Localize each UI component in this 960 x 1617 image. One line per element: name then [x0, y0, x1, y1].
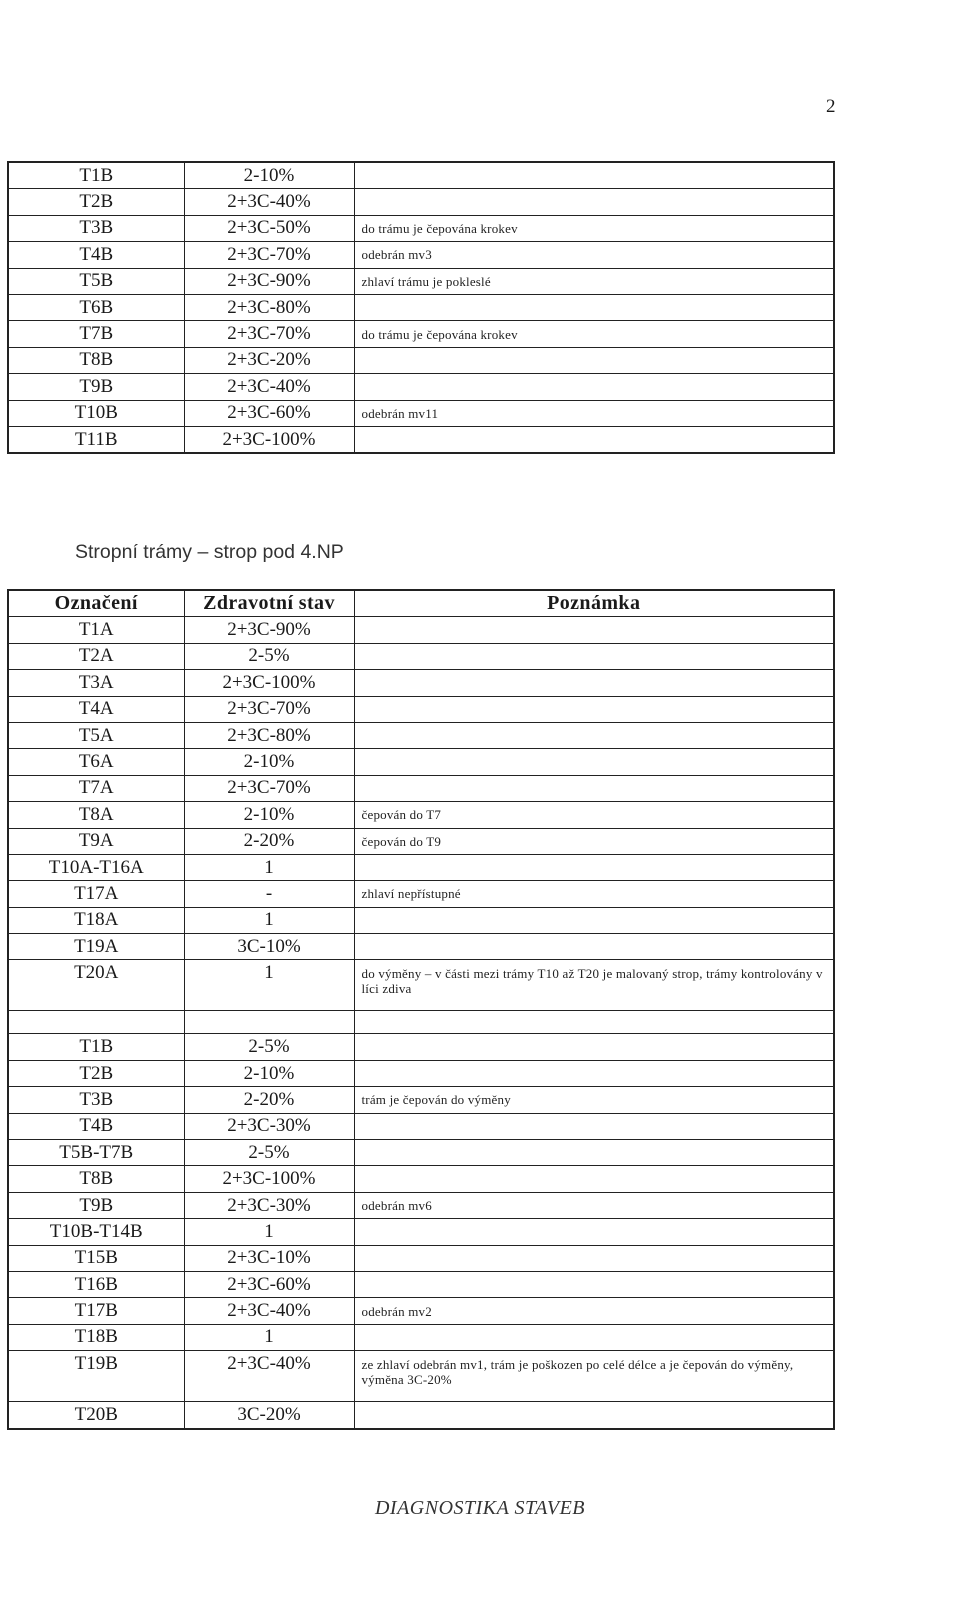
beam-code: T8B: [8, 347, 184, 373]
beam-code: T11B: [8, 426, 184, 453]
table-row: [8, 960, 834, 1011]
beam-note: [354, 854, 834, 880]
beam-note: [354, 374, 834, 400]
beam-state: 2+3C-50%: [184, 215, 354, 241]
beam-note: [354, 749, 834, 775]
beam-code: T1B: [8, 162, 184, 189]
table-row: [8, 617, 834, 643]
beam-code: T6A: [8, 749, 184, 775]
beam-code: T4A: [8, 696, 184, 722]
header-state: Zdravotní stav: [184, 590, 354, 617]
beam-code: T3A: [8, 670, 184, 696]
beam-code: T6B: [8, 294, 184, 320]
beam-note: [354, 294, 834, 320]
beam-state: 2+3C-30%: [184, 1192, 354, 1218]
beam-note: trám je čepován do výměny: [354, 1087, 834, 1113]
beam-state: 2+3C-40%: [184, 1351, 354, 1402]
beam-code: T8A: [8, 802, 184, 828]
table-row: [8, 1034, 834, 1060]
beam-state: 2+3C-10%: [184, 1245, 354, 1271]
beam-code: T16B: [8, 1271, 184, 1297]
table-row: [8, 1298, 834, 1324]
beam-note: zhlaví nepřístupné: [354, 881, 834, 907]
table-row: [8, 1060, 834, 1086]
beam-state: 2+3C-70%: [184, 775, 354, 801]
beam-state: 2+3C-90%: [184, 617, 354, 643]
beam-code: T9B: [8, 1192, 184, 1218]
table-row: [8, 1219, 834, 1245]
beam-state: 2+3C-90%: [184, 268, 354, 294]
empty-cell: [8, 1011, 184, 1034]
beam-code: T2A: [8, 643, 184, 669]
table-header-row: [8, 590, 834, 617]
beam-table-top: [7, 161, 835, 454]
section-title: Stropní trámy – strop pod 4.NP: [75, 541, 344, 563]
beam-code: T5A: [8, 722, 184, 748]
beam-note: [354, 1113, 834, 1139]
beam-code: T9A: [8, 828, 184, 854]
table-row: [8, 1271, 834, 1297]
beam-note: [354, 722, 834, 748]
beam-state: 2-20%: [184, 1087, 354, 1113]
table-row: [8, 268, 834, 294]
beam-note: [354, 1060, 834, 1086]
beam-code: T7B: [8, 321, 184, 347]
table-row: [8, 722, 834, 748]
beam-note: [354, 775, 834, 801]
table-row: [8, 907, 834, 933]
table-row: [8, 934, 834, 960]
beam-code: T18B: [8, 1324, 184, 1350]
header-note: Poznámka: [354, 590, 834, 617]
header-code: Označení: [8, 590, 184, 617]
beam-note: [354, 696, 834, 722]
beam-code: T7A: [8, 775, 184, 801]
table-row: [8, 374, 834, 400]
table-row: [8, 802, 834, 828]
beam-note: [354, 643, 834, 669]
beam-state: 2-10%: [184, 749, 354, 775]
table-row: [8, 1351, 834, 1402]
beam-code: T10B: [8, 400, 184, 426]
beam-note: odebrán mv3: [354, 242, 834, 268]
beam-state: 2+3C-40%: [184, 1298, 354, 1324]
table-row: [8, 1192, 834, 1218]
beam-code: T5B: [8, 268, 184, 294]
table-row: [8, 1113, 834, 1139]
beam-state: 1: [184, 907, 354, 933]
beam-code: T19B: [8, 1351, 184, 1402]
beam-state: 1: [184, 854, 354, 880]
beam-note: [354, 1219, 834, 1245]
beam-state: 2-5%: [184, 643, 354, 669]
beam-note: [354, 426, 834, 453]
empty-cell: [184, 1011, 354, 1034]
beam-note: [354, 1271, 834, 1297]
table-row: [8, 162, 834, 189]
beam-state: 2-10%: [184, 1060, 354, 1086]
beam-note: do trámu je čepována krokev: [354, 215, 834, 241]
table-row: [8, 828, 834, 854]
beam-note: čepován do T7: [354, 802, 834, 828]
beam-note: [354, 1166, 834, 1192]
beam-note: odebrán mv2: [354, 1298, 834, 1324]
beam-code: T15B: [8, 1245, 184, 1271]
beam-state: 2+3C-40%: [184, 189, 354, 215]
beam-code: T20A: [8, 960, 184, 1011]
beam-code: T8B: [8, 1166, 184, 1192]
beam-note: zhlaví trámu je pokleslé: [354, 268, 834, 294]
beam-code: T17A: [8, 881, 184, 907]
beam-state: 2+3C-70%: [184, 242, 354, 268]
beam-note: [354, 907, 834, 933]
beam-code: T20B: [8, 1402, 184, 1429]
table-row: [8, 670, 834, 696]
beam-state: 2+3C-100%: [184, 426, 354, 453]
table-row: [8, 189, 834, 215]
table-row: [8, 242, 834, 268]
beam-code: T3B: [8, 1087, 184, 1113]
beam-state: 2+3C-80%: [184, 722, 354, 748]
table-row: [8, 696, 834, 722]
beam-note: čepován do T9: [354, 828, 834, 854]
beam-note: [354, 1034, 834, 1060]
table-row: [8, 347, 834, 373]
beam-state: 1: [184, 960, 354, 1011]
beam-state: 2+3C-60%: [184, 400, 354, 426]
beam-state: 2+3C-70%: [184, 321, 354, 347]
table-row: [8, 1166, 834, 1192]
beam-note: [354, 670, 834, 696]
beam-note: ze zhlaví odebrán mv1, trám je poškozen po celé délce a je čepován do výměny, výměna 3C-20%: [354, 1351, 834, 1402]
beam-state: 2+3C-20%: [184, 347, 354, 373]
beam-state: 2-10%: [184, 162, 354, 189]
beam-code: T17B: [8, 1298, 184, 1324]
table-row: [8, 749, 834, 775]
beam-state: 1: [184, 1324, 354, 1350]
beam-state: 2+3C-100%: [184, 1166, 354, 1192]
beam-code: T3B: [8, 215, 184, 241]
beam-code: T10B-T14B: [8, 1219, 184, 1245]
beam-note: odebrán mv6: [354, 1192, 834, 1218]
beam-code: T18A: [8, 907, 184, 933]
page-number: 2: [826, 96, 836, 117]
table-row: [8, 643, 834, 669]
footer-company: DIAGNOSTIKA STAVEB: [374, 1497, 586, 1519]
beam-state: 2-5%: [184, 1034, 354, 1060]
beam-code: T5B-T7B: [8, 1140, 184, 1166]
beam-state: 2-5%: [184, 1140, 354, 1166]
beam-note: [354, 162, 834, 189]
beam-state: 2+3C-40%: [184, 374, 354, 400]
beam-state: 2-20%: [184, 828, 354, 854]
beam-code: T9B: [8, 374, 184, 400]
beam-state: 2+3C-60%: [184, 1271, 354, 1297]
table-row: [8, 1324, 834, 1350]
table-row: [8, 1245, 834, 1271]
beam-note: do výměny – v části mezi trámy T10 až T20 je malovaný strop, trámy kontrolovány v líci zdiva: [354, 960, 834, 1011]
table-row: [8, 854, 834, 880]
beam-code: T19A: [8, 934, 184, 960]
beam-note: [354, 934, 834, 960]
beam-note: [354, 1324, 834, 1350]
beam-note: [354, 189, 834, 215]
beam-code: T2B: [8, 1060, 184, 1086]
empty-cell: [354, 1011, 834, 1034]
beam-note: [354, 1140, 834, 1166]
beam-note: odebrán mv11: [354, 400, 834, 426]
beam-state: 2+3C-70%: [184, 696, 354, 722]
beam-state: 3C-10%: [184, 934, 354, 960]
beam-code: T1B: [8, 1034, 184, 1060]
beam-code: T2B: [8, 189, 184, 215]
beam-note: [354, 617, 834, 643]
table-row: [8, 321, 834, 347]
beam-note: [354, 1402, 834, 1429]
table-row: [8, 400, 834, 426]
beam-state: 2+3C-80%: [184, 294, 354, 320]
spacer-row: [8, 1011, 834, 1034]
table-row: [8, 294, 834, 320]
table-row: [8, 775, 834, 801]
table-row: [8, 215, 834, 241]
beam-state: -: [184, 881, 354, 907]
beam-state: 2+3C-100%: [184, 670, 354, 696]
beam-state: 1: [184, 1219, 354, 1245]
table-row: [8, 426, 834, 453]
beam-state: 2+3C-30%: [184, 1113, 354, 1139]
beam-note: do trámu je čepována krokev: [354, 321, 834, 347]
table-row: [8, 881, 834, 907]
beam-state: 2-10%: [184, 802, 354, 828]
table-row: [8, 1087, 834, 1113]
table-row: [8, 1140, 834, 1166]
beam-code: T1A: [8, 617, 184, 643]
beam-note: [354, 1245, 834, 1271]
beam-code: T4B: [8, 1113, 184, 1139]
beam-code: T4B: [8, 242, 184, 268]
beam-code: T10A-T16A: [8, 854, 184, 880]
beam-state: 3C-20%: [184, 1402, 354, 1429]
beam-table-main: [7, 589, 835, 1430]
beam-note: [354, 347, 834, 373]
table-row: [8, 1402, 834, 1429]
